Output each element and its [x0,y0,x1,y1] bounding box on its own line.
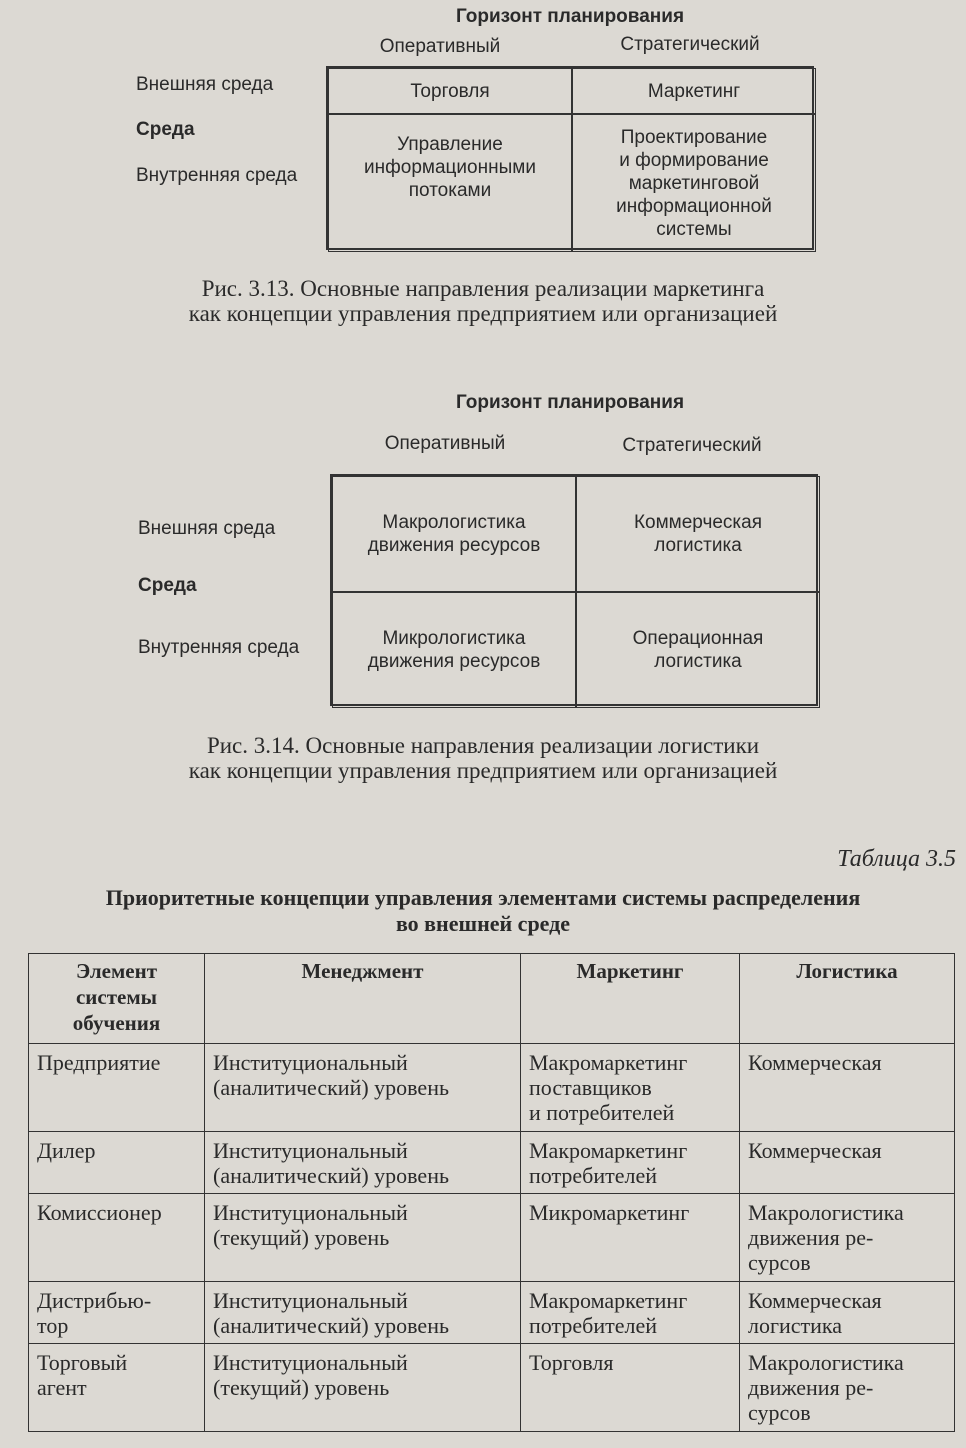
table-cell: Макрологистика движения ре- сурсов [740,1194,955,1282]
matrix-cell: Операционная логистика [576,592,820,708]
table-cell: Макромаркетинг потребителей [521,1282,740,1344]
table-row [29,1044,955,1132]
column-label-operative: Оперативный [384,433,506,454]
matrix-cell: Коммерческая логистика [576,476,820,592]
table-cell: Торговый агент [29,1344,205,1432]
table-cell: Микромаркетинг [521,1194,740,1282]
table-cell: Институциональный (текущий) уровень [205,1194,521,1282]
figure-title: Горизонт планирования [455,392,685,413]
table-cell: Институциональный (аналитический) уровень [205,1044,521,1132]
column-label-strategic: Стратегический [620,34,760,55]
table-cell: Институциональный (аналитический) уровень [205,1132,521,1194]
matrix-cell: Торговля [328,68,572,114]
table-cell: Институциональный (аналитический) уровень [205,1282,521,1344]
matrix-cell: Макрологистика движения ресурсов [332,476,576,592]
table-label: Таблица 3.5 [837,846,956,872]
table-row [29,1132,955,1194]
column-header: Маркетинг [521,954,740,1044]
row-label-internal: Внутренняя среда [136,165,298,186]
figure-caption: Рис. 3.13. Основные направления реализации маркетинга как концепции управления предприятием или организацией [188,276,778,326]
row-label-internal: Внутренняя среда [138,637,300,658]
table-cell: Коммерческая [740,1132,955,1194]
table-cell: Макромаркетинг поставщиков и потребителей [521,1044,740,1132]
table-row [29,1282,955,1344]
table-cell: Дистрибью- тор [29,1282,205,1344]
figure-caption: Рис. 3.14. Основные направления реализации логистики как концепции управления предприятием или организацией [188,733,778,783]
matrix-grid [326,66,814,250]
table-cell: Коммерческая [740,1044,955,1132]
row-label-environment: Среда [138,575,197,596]
table-cell: Коммерческая логистика [740,1282,955,1344]
table-row [29,1194,955,1282]
table-header-row [29,954,955,1044]
matrix-cell: Маркетинг [572,68,816,114]
column-header: Менеджмент [205,954,521,1044]
matrix-cell: Управление информационными потоками [328,114,572,252]
table-cell: Макрологистика движения ре- сурсов [740,1344,955,1432]
table-cell: Макромаркетинг потребителей [521,1132,740,1194]
column-header: Элемент системы обучения [29,954,205,1044]
row-label-external: Внешняя среда [136,74,274,95]
matrix-cell: Проектирование и формирование маркетинговой информационной системы [572,114,816,252]
column-label-strategic: Стратегический [622,435,762,456]
row-label-external: Внешняя среда [138,518,276,539]
table-cell: Торговля [521,1344,740,1432]
column-header: Логистика [740,954,955,1044]
column-label-operative: Оперативный [379,36,501,57]
table-cell: Комиссионер [29,1194,205,1282]
figure-title: Горизонт планирования [455,6,685,27]
table-title: Приоритетные концепции управления элементами системы распределения во внешней среде [105,885,861,936]
table-row [29,1344,955,1432]
data-table [28,953,955,1432]
table-cell: Дилер [29,1132,205,1194]
matrix-grid [330,474,818,706]
table-cell: Институциональный (текущий) уровень [205,1344,521,1432]
row-label-environment: Среда [136,119,195,140]
table-cell: Предприятие [29,1044,205,1132]
matrix-cell: Микрологистика движения ресурсов [332,592,576,708]
